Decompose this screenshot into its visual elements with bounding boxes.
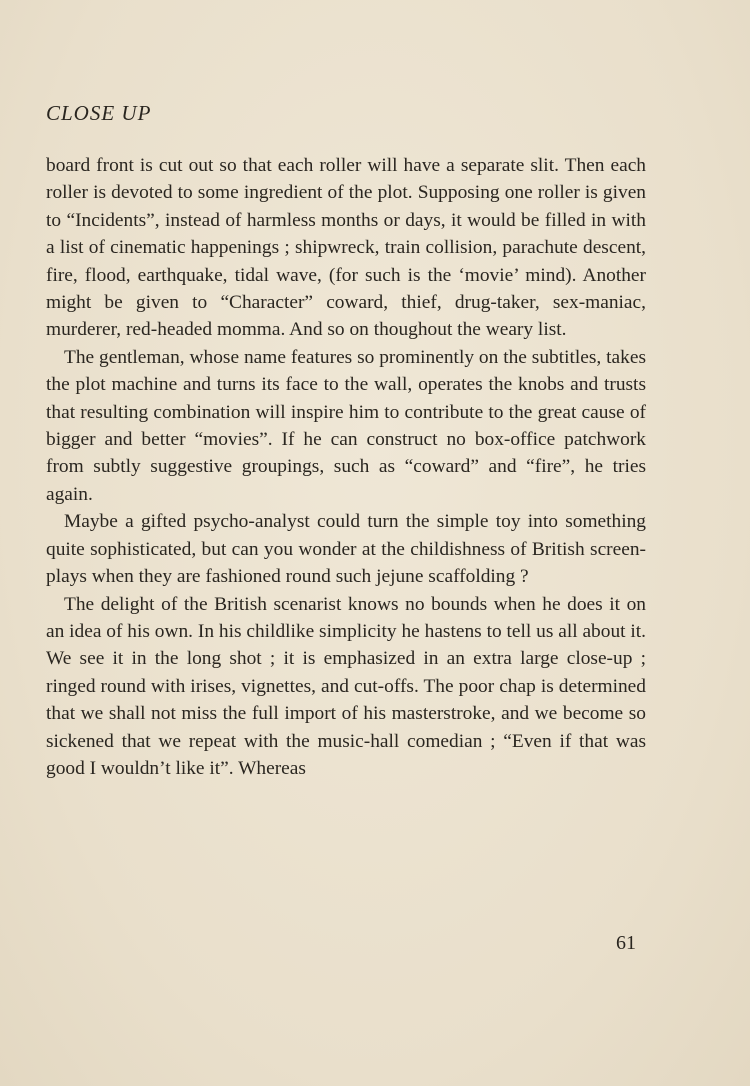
running-head: CLOSE UP [46, 101, 152, 125]
page-number: 61 [616, 932, 636, 954]
body-paragraph: board front is cut out so that each roller will have a separate slit. Then each roller is devoted to some ingredient of the plot. Supposing one roller is given to “Incidents”, instead of harmless months or days, it would be filled in with a list of cinematic happenings ; shipwreck, train collision, parachute descent, fire, flood, earthquake, tidal wave, (for such is the ‘movie’ mind). Another might be given to “Character” coward, thief, drug-taker, sex-maniac, murderer, red-headed momma. And so on thoughout the weary list. [46, 155, 646, 341]
body-paragraph: Maybe a gifted psycho-analyst could turn the simple toy into something quite sophisticated, but can you wonder at the childishness of British screen-plays when they are fashioned round such jejune scaffolding ? [46, 511, 646, 588]
body-paragraph: The delight of the British scenarist knows no bounds when he does it on an idea of his own. In his childlike simplicity he hastens to tell us all about it. We see it in the long shot ; it is emphasized in an extra large close-up ; ringed round with irises, vignettes, and cut-offs. The poor chap is determined that we shall not miss the full import of his masterstroke, and we become so sickened that we repeat with the music-hall comedian ; “Even if that was good I wouldn’t like it”. Whereas [46, 593, 646, 779]
page [46, 100, 646, 782]
body-paragraph: The gentleman, whose name features so prominently on the subtitles, takes the plot machine and turns its face to the wall, operates the knobs and trusts that resulting combination will inspire him to contribute to the great cause of bigger and better “movies”. If he can construct no box-office patchwork from subtly suggestive groupings, such as “coward” and “fire”, he tries again. [46, 346, 646, 505]
